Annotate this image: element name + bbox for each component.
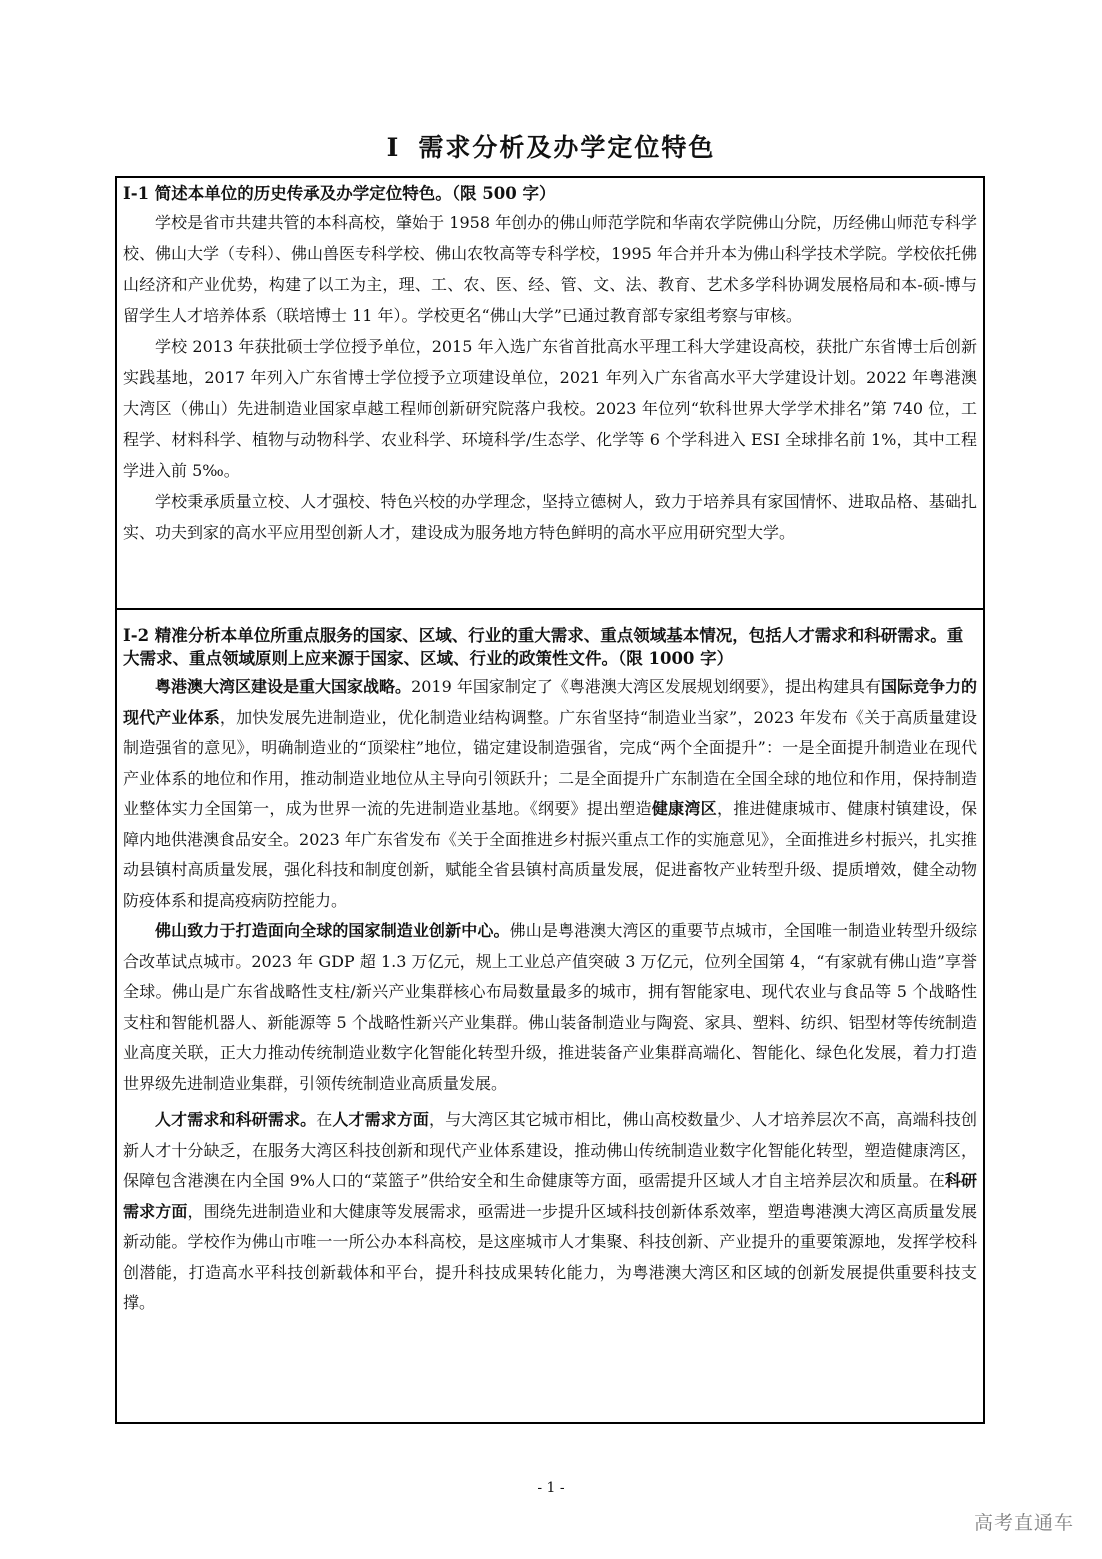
bold-lead: 人才需求和科研需求。: [155, 1110, 317, 1129]
bold-term: 科研需求方面: [123, 1171, 977, 1221]
section-number: I: [386, 133, 401, 162]
text-run: ，与大湾区其它城市相比，佛山高校数量少、人才培养层次不高，高端科技创新人才十分缺乏，在服务大湾区科技创新和现代产业体系建设，推动佛山传统制造业数字化智能化转型，塑造健康湾区，保障包含港澳在内全国 9%人口的“菜篮子”供给安全和生命健康等方面，亟需提升区域人才自主培养层次和质量。在: [123, 1110, 977, 1190]
section-title: 需求分析及办学定位特色: [418, 133, 716, 162]
watermark: 高考直通车: [973, 1512, 1074, 1534]
section-i-2: [117, 610, 983, 1422]
bold-term: 健康湾区: [651, 799, 717, 818]
bold-lead: 佛山致力于打造面向全球的国家制造业创新中心。: [155, 921, 510, 940]
section-i-2-heading: I-2 精准分析本单位所重点服务的国家、区域、行业的重大需求、重点领域基本情况，包括人才需求和科研需求。重大需求、重点领域原则上应来源于国家、区域、行业的政策性文件。（限 1000 字）: [123, 626, 964, 668]
page-number: - 1 -: [537, 1480, 565, 1496]
paragraph: [123, 1105, 977, 1319]
paragraph: 学校是省市共建共管的本科高校，肇始于 1958 年创办的佛山师范学院和华南农学院佛山分院，历经佛山师范专科学校、佛山大学（专科）、佛山兽医专科学校、佛山农牧高等专科学校，1995 年合并升本为佛山科学技术学院。学校依托佛山经济和产业优势，构建了以工为主，理、工、农、医、经、管、文、法、教育、艺术多学科协调发展格局和本-硕-博与留学生人才培养体系（联培博士 11 年）。学校更名“佛山大学”已通过教育部专家组考察与审核。: [123, 213, 977, 325]
paragraph: 学校 2013 年获批硕士学位授予单位，2015 年入选广东省首批高水平理工科大学建设高校，获批广东省博士后创新实践基地，2017 年列入广东省博士学位授予立项建设单位，2021 年列入广东省高水平大学建设计划。2022 年粤港澳大湾区（佛山）先进制造业国家卓越工程师创新研究院落户我校。2023 年位列“软科世界大学学术排名”第 740 位，工程学、材料科学、植物与动物科学、农业科学、环境科学/生态学、化学等 6 个学科进入 ESI 全球排名前 1%，其中工程学进入前 5‰。: [123, 337, 977, 480]
text-run: ，围绕先进制造业和大健康等发展需求，亟需进一步提升区域科技创新体系效率，塑造粤港澳大湾区高质量发展新动能。学校作为佛山市唯一一所公办本科高校，是这座城市人才集聚、科技创新、产业提升的重要策源地，发挥学校科创潜能，打造高水平科技创新载体和平台，提升科技成果转化能力，为粤港澳大湾区和区域的创新发展提供重要科技支撑。: [123, 1201, 977, 1312]
text-run: 在: [316, 1110, 333, 1129]
page-title: [0, 128, 1102, 164]
bold-term: 国际竞争力的现代产业体系: [123, 677, 977, 727]
text-run: ，加快发展先进制造业，优化制造业结构调整。广东省坚持“制造业当家”，2023 年发布《关于高质量建设制造强省的意见》，明确制造业的“顶梁柱”地位，锚定建设制造强省，完成“两个全面提升”：一是全面提升制造业在现代产业体系的地位和作用，推动制造业地位从主导向引领跃升；二是全面提升广东制造在全国全球的地位和作用，保持制造业整体实力全国第一，成为世界一流的先进制造业基地。《纲要》提出塑造: [123, 707, 977, 818]
paragraph: [123, 916, 977, 1099]
paragraph: [123, 672, 977, 916]
text-run: 2019 年国家制定了《粤港澳大湾区发展规划纲要》，提出构建具有: [411, 677, 881, 696]
section-i-1-heading: I-1 简述本单位的历史传承及办学定位特色。（限 500 字）: [123, 184, 556, 203]
content-frame: [115, 176, 985, 1424]
text-run: 佛山是粤港澳大湾区的重要节点城市，全国唯一制造业转型升级综合改革试点城市。2023 年 GDP 超 1.3 万亿元，规上工业总产值突破 3 万亿元，位列全国第 4，“有家就有佛山造”享誉全球。佛山是广东省战略性支柱/新兴产业集群核心布局数量最多的城市，拥有智能家电、现代农业与食品等 5 个战略性支柱和智能机器人、新能源等 5 个战略性新兴产业集群。佛山装备制造业与陶瓷、家具、塑料、纺织、铝型材等传统制造业高度关联，正大力推动传统制造业数字化智能化转型升级，推进装备产业集群高端化、智能化、绿色化发展，着力打造世界级先进制造业集群，引领传统制造业高质量发展。: [123, 921, 977, 1093]
section-i-1: [117, 178, 983, 610]
bold-term: 人才需求方面: [332, 1110, 430, 1129]
paragraph: 学校秉承质量立校、人才强校、特色兴校的办学理念，坚持立德树人，致力于培养具有家国情怀、进取品格、基础扎实、功夫到家的高水平应用型创新人才，建设成为服务地方特色鲜明的高水平应用研究型大学。: [123, 492, 977, 542]
bold-lead: 粤港澳大湾区建设是重大国家战略。: [155, 677, 412, 696]
text-run: ，推进健康城市、健康村镇建设，保障内地供港澳食品安全。2023 年广东省发布《关于全面推进乡村振兴重点工作的实施意见》，全面推进乡村振兴，扎实推动县镇村高质量发展，强化科技和制度创新，赋能全省县镇村高质量发展，促进畜牧产业转型升级、提质增效，健全动物防疫体系和提高疫病防控能力。: [123, 799, 977, 910]
